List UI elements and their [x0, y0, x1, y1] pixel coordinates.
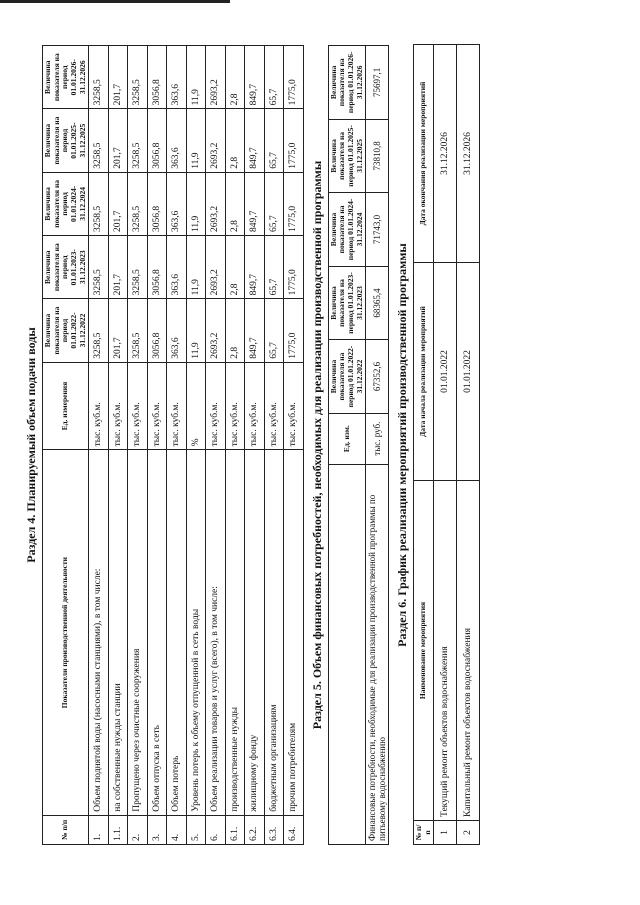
header-cell: Показатели производственной деятельности: [43, 450, 89, 815]
table-cell: 6.1.: [225, 815, 245, 844]
table-cell: 73810,8: [366, 119, 389, 193]
table-cell: 849,7: [245, 172, 265, 235]
table-cell: 849,7: [245, 46, 265, 109]
header-cell: Величина показателя на период 01.01.2024-31.12.2024: [328, 193, 366, 267]
table-cell: на собственные нужды станции: [108, 450, 128, 815]
table-cell: тыс. руб.: [366, 413, 389, 464]
header-cell: Величина показателя на период 01.01.2026-31.12.2026: [328, 46, 366, 120]
section5-title: Раздел 5. Объем финансовых потребностей, необходимых для реализации производственной программы: [309, 160, 324, 730]
header-cell: Наименование мероприятия: [414, 481, 434, 821]
table-cell: тыс. куб.м.: [147, 362, 167, 450]
table-cell: Финансовые потребности, необходимые для реализации производственной программы по питьевому водоснабжению: [366, 464, 389, 844]
table-row: [245, 46, 265, 845]
table-cell: 2,8: [225, 46, 245, 109]
header-cell: Величина показателя на период 01.01.2025-31.12.2025: [43, 109, 89, 172]
header-cell: № п/п: [43, 815, 89, 844]
table-cell: 65,7: [264, 46, 284, 109]
table-cell: бюджетным организациям: [264, 450, 284, 815]
table-cell: Объем отпуска в сеть: [147, 450, 167, 815]
table-body: [89, 46, 304, 845]
header-cell: Величина показателя на период 01.01.2022-31.12.2022: [328, 340, 366, 414]
table-row: [457, 45, 480, 845]
section6-title: Раздел 6. График реализации мероприятий производственной программы: [395, 243, 410, 647]
table-cell: 1775,0: [284, 299, 304, 362]
table-row: [147, 46, 167, 845]
table-cell: 363,6: [167, 299, 187, 362]
table-cell: 2,8: [225, 236, 245, 299]
table-header-row: [328, 46, 366, 845]
table-cell: 3258,5: [89, 236, 109, 299]
table-cell: тыс. куб.м.: [167, 362, 187, 450]
table-cell: тыс. куб.м.: [89, 362, 109, 450]
table-cell: 201,7: [108, 109, 128, 172]
table-cell: 1775,0: [284, 46, 304, 109]
table-cell: 201,7: [108, 172, 128, 235]
table-cell: 363,6: [167, 236, 187, 299]
table-cell: 3056,8: [147, 236, 167, 299]
table-cell: 6.3.: [264, 815, 284, 844]
header-cell: Величина показателя на период 01.01.2026-31.12.2026: [43, 46, 89, 109]
table-cell: 2: [457, 821, 480, 845]
table-cell: 71743,0: [366, 193, 389, 267]
table-row: [264, 46, 284, 845]
table-cell: 2693,2: [206, 299, 226, 362]
table-cell: 6.: [206, 815, 226, 844]
table-cell: производственные нужды: [225, 450, 245, 815]
table-cell: 65,7: [264, 109, 284, 172]
table-cell: тыс. куб.м.: [128, 362, 148, 450]
table-cell: 1775,0: [284, 172, 304, 235]
table-cell: Объем потерь: [167, 450, 187, 815]
table-cell: 849,7: [245, 109, 265, 172]
table-cell: Капитальный ремонт объектов водоснабжения: [457, 481, 480, 821]
table-cell: 3.: [147, 815, 167, 844]
table-row: [89, 46, 109, 845]
table-cell: 01.01.2022: [434, 263, 457, 481]
table-cell: 65,7: [264, 172, 284, 235]
table-cell: тыс. куб.м.: [206, 362, 226, 450]
header-cell: Дата окончания реализации мероприятий: [414, 45, 434, 263]
table-cell: Пропущено через очистные сооружения: [128, 450, 148, 815]
table-cell: 1: [434, 821, 457, 845]
table-row: [108, 46, 128, 845]
table-cell: 201,7: [108, 46, 128, 109]
table-cell: %: [186, 362, 206, 450]
table-cell: 3056,8: [147, 299, 167, 362]
table-cell: 3258,5: [128, 109, 148, 172]
table-cell: 2693,2: [206, 236, 226, 299]
header-cell: Ед. изм.: [328, 413, 366, 464]
table-cell: 3056,8: [147, 109, 167, 172]
table-cell: 6.4.: [284, 815, 304, 844]
section4-title: Раздел 4. Планируемый объем подачи воды: [24, 327, 38, 563]
header-cell: Ед. измерения: [43, 362, 89, 450]
table-cell: 363,6: [167, 172, 187, 235]
table-cell: 11,9: [186, 46, 206, 109]
header-cell: Величина показателя на период 01.01.2024-31.12.2024: [43, 172, 89, 235]
table-cell: 2,8: [225, 109, 245, 172]
table-cell: Объем поднятой воды (насосными станциями), в том числе:: [89, 450, 109, 815]
header-cell: [328, 464, 366, 844]
table-row: [186, 46, 206, 845]
table-cell: 68365,4: [366, 266, 389, 340]
table-cell: 201,7: [108, 299, 128, 362]
table-cell: прочим потребителям: [284, 450, 304, 815]
table-row: [284, 46, 304, 845]
table-row: [206, 46, 226, 845]
table-cell: 363,6: [167, 46, 187, 109]
table-cell: 849,7: [245, 299, 265, 362]
table-row: [434, 45, 457, 845]
table-cell: тыс. куб.м.: [245, 362, 265, 450]
table-cell: 2693,2: [206, 172, 226, 235]
table-cell: 11,9: [186, 109, 206, 172]
table-cell: 3258,5: [89, 299, 109, 362]
table-cell: 3258,5: [128, 299, 148, 362]
table-cell: 3056,8: [147, 46, 167, 109]
table-cell: тыс. куб.м.: [108, 362, 128, 450]
table-cell: 01.01.2022: [457, 263, 480, 481]
schedule-table: [413, 44, 480, 845]
table-cell: тыс. куб.м.: [264, 362, 284, 450]
header-cell: Величина показателя на период 01.01.2025-31.12.2025: [328, 119, 366, 193]
table-cell: 3258,5: [128, 46, 148, 109]
table-cell: 2,8: [225, 172, 245, 235]
table-cell: 65,7: [264, 236, 284, 299]
table-cell: 1775,0: [284, 109, 304, 172]
table-cell: Текущий ремонт объектов водоснабжения: [434, 481, 457, 821]
table-cell: 3258,5: [89, 109, 109, 172]
table-row: [167, 46, 187, 845]
table-cell: 3258,5: [128, 236, 148, 299]
table-cell: 1.1.: [108, 815, 128, 844]
table-cell: тыс. куб.м.: [284, 362, 304, 450]
table-cell: 3258,5: [128, 172, 148, 235]
table-header-row: [414, 45, 434, 845]
table-cell: Объем реализации товаров и услуг (всего), в том числе:: [206, 450, 226, 815]
header-cell: Дата начала реализации мероприятий: [414, 263, 434, 481]
table-cell: Уровень потерь к объему отпущенной в сеть воды: [186, 450, 206, 815]
table-cell: 201,7: [108, 236, 128, 299]
financial-needs-table: [328, 45, 390, 845]
header-cell: Величина показателя на период 01.01.2023-31.12.2023: [43, 236, 89, 299]
table-cell: 65,7: [264, 299, 284, 362]
table-cell: 5.: [186, 815, 206, 844]
document-body: [20, 45, 480, 845]
table-cell: 11,9: [186, 172, 206, 235]
table-cell: 363,6: [167, 109, 187, 172]
header-cell: Величина показателя на период 01.01.2022-31.12.2022: [43, 299, 89, 362]
table-cell: тыс. куб.м.: [225, 362, 245, 450]
table-row: [225, 46, 245, 845]
table-cell: 2693,2: [206, 46, 226, 109]
header-cell: № п/п: [414, 821, 434, 845]
table-cell: 67352,6: [366, 340, 389, 414]
table-cell: 3258,5: [89, 172, 109, 235]
table-cell: 849,7: [245, 236, 265, 299]
table-cell: 1.: [89, 815, 109, 844]
table-cell: 2693,2: [206, 109, 226, 172]
water-volume-table: [42, 45, 304, 845]
table-cell: 3056,8: [147, 172, 167, 235]
table-row: [366, 46, 389, 845]
table-cell: 2,8: [225, 299, 245, 362]
table-header-row: [43, 46, 89, 845]
table-cell: 31.12.2026: [434, 45, 457, 263]
table-row: [128, 46, 148, 845]
table-cell: 31.12.2026: [457, 45, 480, 263]
table-cell: 75697,1: [366, 46, 389, 120]
table-cell: 2.: [128, 815, 148, 844]
table-cell: 6.2.: [245, 815, 265, 844]
table-cell: 4.: [167, 815, 187, 844]
table-cell: 11,9: [186, 299, 206, 362]
table-cell: 3258,5: [89, 46, 109, 109]
table-cell: 11,9: [186, 236, 206, 299]
header-cell: Величина показателя на период 01.01.2023-31.12.2023: [328, 266, 366, 340]
table-cell: 1775,0: [284, 236, 304, 299]
table-cell: жилищному фонду: [245, 450, 265, 815]
